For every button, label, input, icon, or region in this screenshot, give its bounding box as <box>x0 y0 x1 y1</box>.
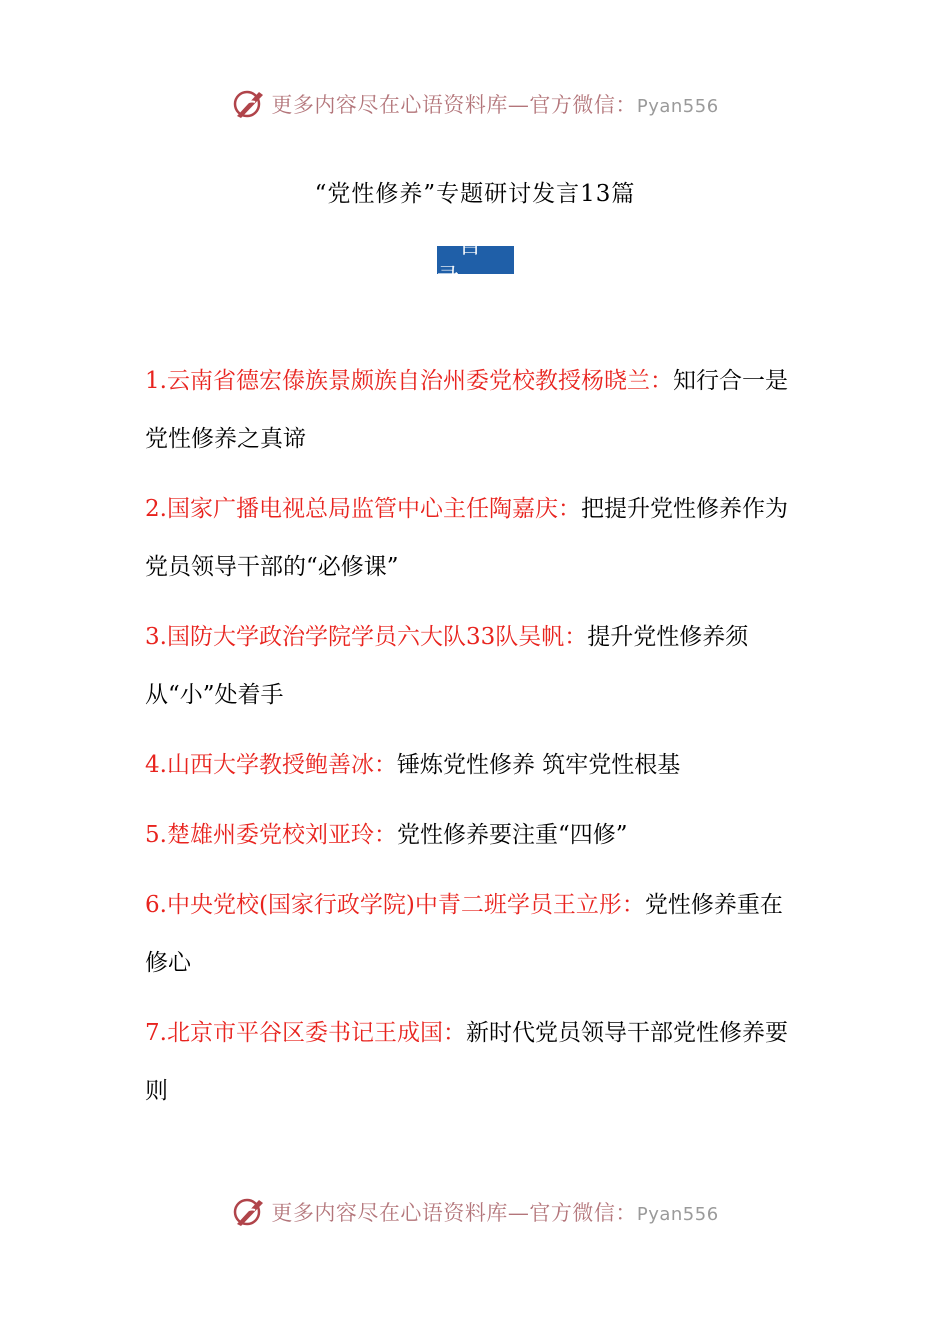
toc-item-speaker: 1.云南省德宏傣族景颇族自治州委党校教授杨晓兰： <box>145 368 673 394</box>
toc-item-title: 党性修养重在修心 <box>145 892 783 976</box>
banner-text <box>271 1197 718 1227</box>
toc-item[interactable] <box>145 608 805 724</box>
toc-item-title: 把提升党性修养作为党员领导干部的“必修课” <box>145 496 788 580</box>
table-of-contents <box>145 352 805 1132</box>
header-banner <box>0 82 950 126</box>
document-title: “党性修养”专题研讨发言13篇 <box>314 181 636 207</box>
toc-item-title: 知行合一是党性修养之真谛 <box>145 368 788 452</box>
banner-wechat-id: Pyan556 <box>636 1204 719 1225</box>
toc-item[interactable] <box>145 806 805 864</box>
toc-item[interactable] <box>145 876 805 992</box>
toc-item[interactable] <box>145 480 805 596</box>
toc-item-speaker: 2.国家广播电视总局监管中心主任陶嘉庆： <box>145 496 581 522</box>
banner-text <box>271 89 718 119</box>
toc-heading: 目录 <box>437 246 514 274</box>
toc-item-title: 锤炼党性修养 筑牢党性根基 <box>396 752 681 778</box>
pen-logo-icon <box>231 1194 267 1230</box>
toc-item[interactable] <box>145 1004 805 1120</box>
pen-logo-icon <box>231 86 267 122</box>
footer-banner <box>0 1190 950 1234</box>
toc-item-title: 党性修养要注重“四修” <box>396 822 628 848</box>
toc-item-speaker: 5.楚雄州委党校刘亚玲： <box>145 822 397 848</box>
banner-main-text: 更多内容尽在心语资料库—官方微信： <box>271 93 637 117</box>
toc-item-title: 新时代党员领导干部党性修养要则 <box>145 1020 788 1104</box>
toc-item-title: 提升党性修养须从“小”处着手 <box>145 624 749 708</box>
toc-item[interactable] <box>145 736 805 794</box>
toc-item-speaker: 6.中央党校(国家行政学院)中青二班学员王立彤： <box>145 892 645 918</box>
banner-main-text: 更多内容尽在心语资料库—官方微信： <box>271 1201 637 1225</box>
toc-item-speaker: 4.山西大学教授鲍善冰： <box>145 752 397 778</box>
toc-item[interactable] <box>145 352 805 468</box>
toc-item-speaker: 3.国防大学政治学院学员六大队33队吴帆： <box>145 624 588 650</box>
toc-item-speaker: 7.北京市平谷区委书记王成国： <box>145 1020 466 1046</box>
banner-wechat-id: Pyan556 <box>636 96 719 117</box>
